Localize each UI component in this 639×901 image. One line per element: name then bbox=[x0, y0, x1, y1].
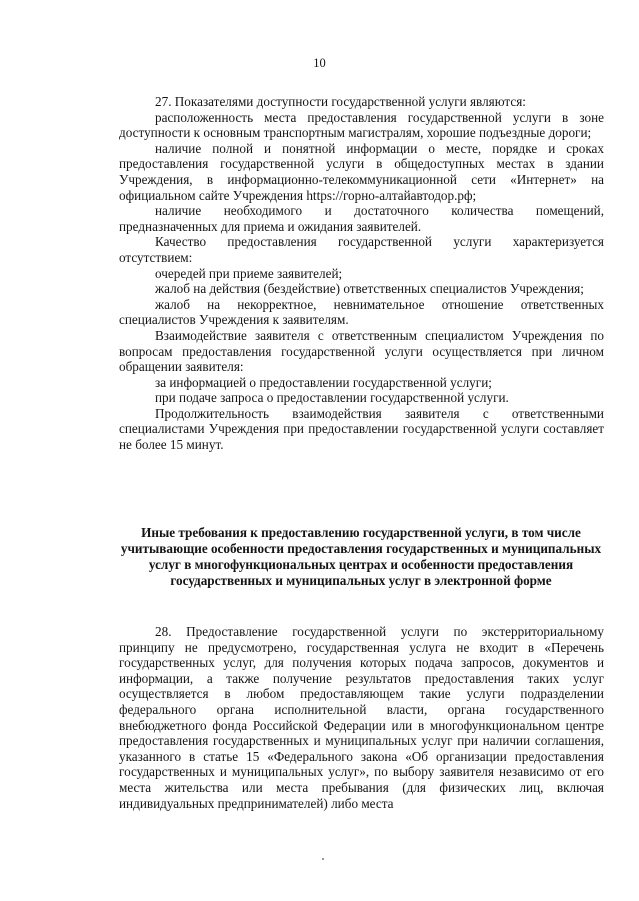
section-heading: Иные требования к предоставлению государственной услуги, в том числе учитывающие особенности предоставления государственных и муниципальных услуг в многофункциональных центрах и особенности предоставления государственных и муниципальных услуг в электронной форме bbox=[120, 525, 602, 588]
paragraph: 28. Предоставление государственной услуги по экстерриториальному принципу не предусмотрено, государственная услуга не входит в «Перечень государственных услуг, для получения которых подача запросов, документов и информации, а также получение результатов предоставления таких услуг осуществляется в любом предоставляющем такие услуги подразделении федерального органа исполнительной власти, органа государственного внебюджетного фонда Российской Федерации или в многофункциональном центре предоставления государственных и муниципальных услуг при наличии соглашения, указанного в статье 15 «Федерального закона «Об организации предоставления государственных и муниципальных услуг», по выбору заявителя независимо от его места жительства или места пребывания (для физических лиц, включая индивидуальных предпринимателей) либо места bbox=[119, 624, 604, 811]
paragraph: Продолжительность взаимодействия заявителя с ответственными специалистами Учреждения при предоставлении государственной услуги составляет не более 15 минут. bbox=[119, 405, 604, 453]
paragraph: очередей при приеме заявителей; bbox=[155, 265, 343, 281]
section-27 bbox=[119, 94, 604, 453]
paragraph: при подаче запроса о предоставлении государственной услуги. bbox=[155, 390, 509, 406]
paragraph: наличие необходимого и достаточного количества помещений, предназначенных для приема и ожидания заявителей. bbox=[119, 203, 604, 234]
scan-speck bbox=[322, 858, 324, 860]
paragraph: наличие полной и понятной информации о месте, порядке и сроках предоставления государственной услуги в общедоступных местах в здании Учреждения, в информационно-телекоммуникационной сети «Интернет» на официальном сайте Учреждения https://горно-алтайавтодор.рф; bbox=[119, 140, 604, 203]
section-28 bbox=[119, 624, 604, 811]
paragraph: жалоб на некорректное, невнимательное отношение ответственных специалистов Учреждения к заявителям. bbox=[119, 296, 604, 328]
paragraph: за информацией о предоставлении государственной услуги; bbox=[155, 374, 492, 390]
paragraph: 27. Показателями доступности государственной услуги являются: bbox=[155, 94, 526, 109]
paragraph: Качество предоставления государственной услуги характеризуется отсутствием: bbox=[119, 234, 604, 265]
paragraph: Взаимодействие заявителя с ответственным специалистом Учреждения по вопросам предоставления государственной услуги осуществляется при личном обращении заявителя: bbox=[119, 327, 604, 375]
page-number: 10 bbox=[313, 56, 326, 70]
paragraph: жалоб на действия (бездействие) ответственных специалистов Учреждения; bbox=[155, 281, 584, 297]
paragraph: расположенность места предоставления государственной услуги в зоне доступности к основным транспортным магистралям, хорошие подъездные дороги; bbox=[119, 109, 604, 141]
